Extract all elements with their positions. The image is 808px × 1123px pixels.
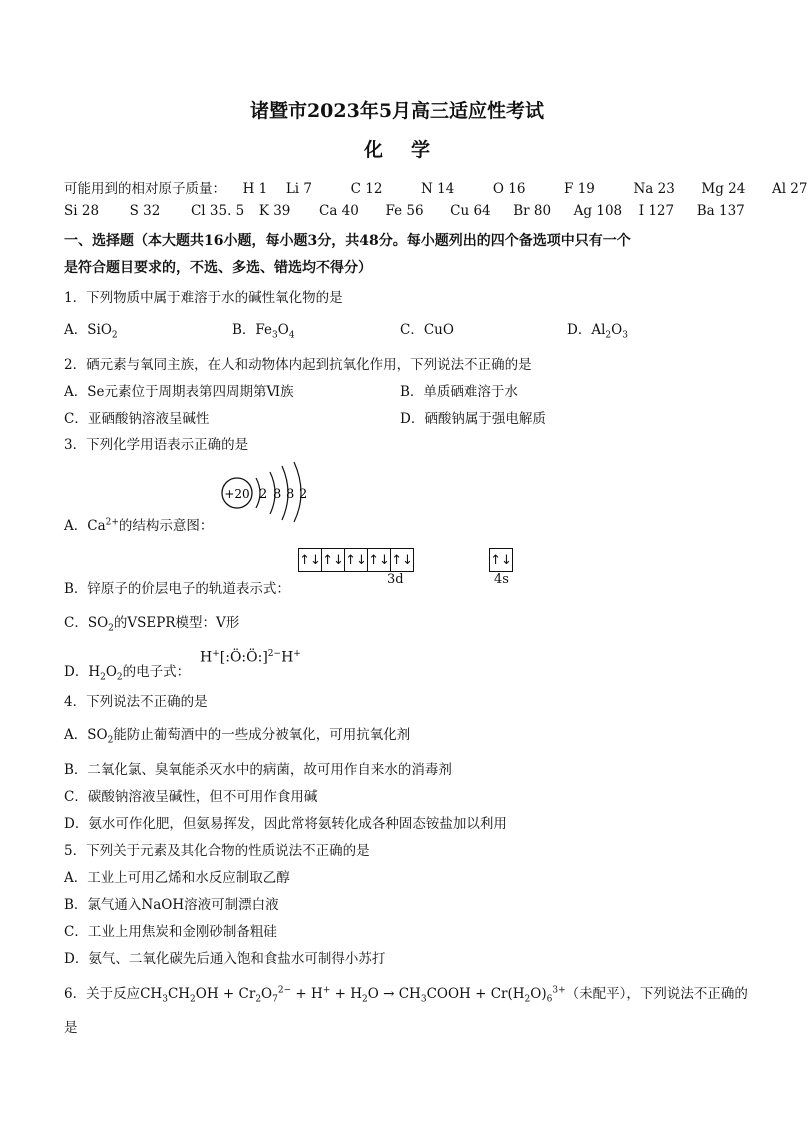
mass-item: H 1 [242, 181, 268, 197]
orbital-4s-box [489, 548, 513, 572]
q6-equation: $CH_3CH_2OH + Cr_2O_7^{2-} + H^+ + H_2O$ → $CH_3COOH + Cr(H_2O)_6^{3+}$ [140, 985, 566, 1005]
q6-stem: 6．关于反应$CH_3CH_2OH + Cr_2O_7^{2-} + H^+ + H_2O$ → $CH_3COOH + Cr(H_2O)_6^{3+}$（未配平），下列说法不正确的 [64, 985, 748, 1005]
mass-item: N 14 [421, 181, 455, 197]
section-heading-line-1: 一、选择题（本大题共16小题，每小题3分，共48分。每小题列出的四个备选项中只有一个 [64, 233, 631, 249]
orbital-cell: ↑↓ [368, 549, 391, 571]
q4-option-c: C．碳酸钠溶液呈碱性，但不可用作食用碱 [64, 789, 318, 805]
q1-option-c: C．CuO [400, 322, 454, 338]
mass-item: Cl 35. 5 [190, 203, 245, 219]
mass-item: Ag 108 [573, 203, 623, 219]
ca-ion-structure-diagram [220, 460, 310, 522]
atomic-mass-row-1 [64, 177, 808, 197]
mass-item: Br 80 [513, 203, 552, 219]
mass-item: Li 7 [285, 181, 313, 197]
q5-option-a: A．工业上可用乙烯和水反应制取乙醇 [64, 870, 290, 886]
orbital-cell: ↑↓ [322, 549, 345, 571]
q4-stem: 4．下列说法不正确的是 [64, 694, 208, 710]
mass-item: O 16 [492, 181, 526, 197]
q2-option-b: B．单质硒难溶于水 [400, 384, 518, 400]
q2-option-c: C．亚硒酸钠溶液呈碱性 [64, 411, 210, 427]
q1-option-b: B．$Fe_3O_4$ [232, 322, 295, 341]
q3-stem: 3．下列化学用语表示正确的是 [64, 437, 249, 453]
atomic-mass-row-2 [64, 203, 745, 219]
nucleus-charge: +20 [224, 487, 250, 501]
q5-option-d: D．氨气、二氧化碳先后通入饱和食盐水可制得小苏打 [64, 951, 386, 967]
q3-option-a: A．$Ca^{2+}$的结构示意图： [64, 517, 214, 534]
q1-stem: 1．下列物质中属于难溶于水的碱性氧化物的是 [64, 290, 343, 306]
orbital-cell: ↑↓ [299, 549, 322, 571]
q2-option-a: A．Se元素位于周期表第四周期第Ⅵ族 [64, 384, 294, 400]
q3-option-d: D．$H_2O_2$的电子式： [64, 664, 191, 683]
mass-item: S 32 [129, 203, 161, 219]
shell-electrons: 8 [273, 487, 282, 502]
mass-item: Na 23 [633, 181, 675, 197]
mass-item: Ba 137 [696, 203, 745, 219]
mass-item: F 19 [564, 181, 595, 197]
q4-option-b: B．二氧化氯、臭氧能杀灭水中的病菌，故可用作自来水的消毒剂 [64, 762, 452, 778]
q2-option-d: D．硒酸钠属于强电解质 [400, 411, 546, 427]
q3-option-c: C．$SO_2$的VSEPR模型：V形 [64, 615, 240, 634]
q5-stem: 5．下列关于元素及其化合物的性质说法不正确的是 [64, 843, 370, 859]
atomic-mass-lead: 可能用到的相对原子质量： [64, 181, 226, 197]
mass-item: Mg 24 [701, 181, 746, 197]
q6-stem-line-2: 是 [64, 1020, 78, 1036]
q1-option-d: D．$Al_2O_3$ [567, 322, 628, 341]
orbital-cell: ↑↓ [391, 552, 413, 568]
label-3d: 3d [387, 572, 404, 587]
orbital-cell: ↑↓ [490, 552, 512, 568]
q5-option-c: C．工业上用焦炭和金刚砂制备粗硅 [64, 924, 277, 940]
orbital-cell: ↑↓ [345, 549, 368, 571]
q4-option-a: A．$SO_2$能防止葡萄酒中的一些成分被氧化，可用抗氧化剂 [64, 727, 411, 746]
mass-item: K 39 [258, 203, 291, 219]
h2o2-electron-formula: H+[:Ö:Ö:]$^{2-}$H+ [200, 649, 301, 666]
mass-item: Si 28 [64, 203, 100, 219]
shell-electrons: 2 [299, 487, 308, 502]
q1-option-a: A．SiO$_2$ [64, 322, 118, 341]
mass-item: I 127 [638, 203, 675, 219]
mass-item: Al 27 [771, 181, 808, 197]
q5-option-b: B．氯气通入NaOH溶液可制漂白液 [64, 897, 279, 913]
mass-item: Ca 40 [319, 203, 359, 219]
shell-electrons: 8 [286, 487, 295, 502]
label-4s: 4s [494, 572, 509, 587]
shell-electrons: 2 [259, 487, 268, 502]
q4-option-d: D．氨水可作化肥，但氨易挥发，因此常将氨转化成各种固态铵盐加以利用 [64, 816, 507, 832]
mass-item: Fe 56 [385, 203, 424, 219]
section-heading-line-2: 是符合题目要求的，不选、多选、错选均不得分） [64, 260, 372, 276]
mass-item: C 12 [350, 181, 383, 197]
page-title: 诸暨市2023年5月高三适应性考试 [249, 100, 545, 122]
mass-item: Cu 64 [450, 203, 491, 219]
subject-title: 化学 [363, 139, 458, 161]
q3-option-b: B．锌原子的价层电子的轨道表示式： [64, 581, 290, 597]
q2-stem: 2．硒元素与氧同主族，在人和动物体内起到抗氧化作用，下列说法不正确的是 [64, 357, 532, 373]
orbital-3d-boxes [298, 548, 414, 572]
